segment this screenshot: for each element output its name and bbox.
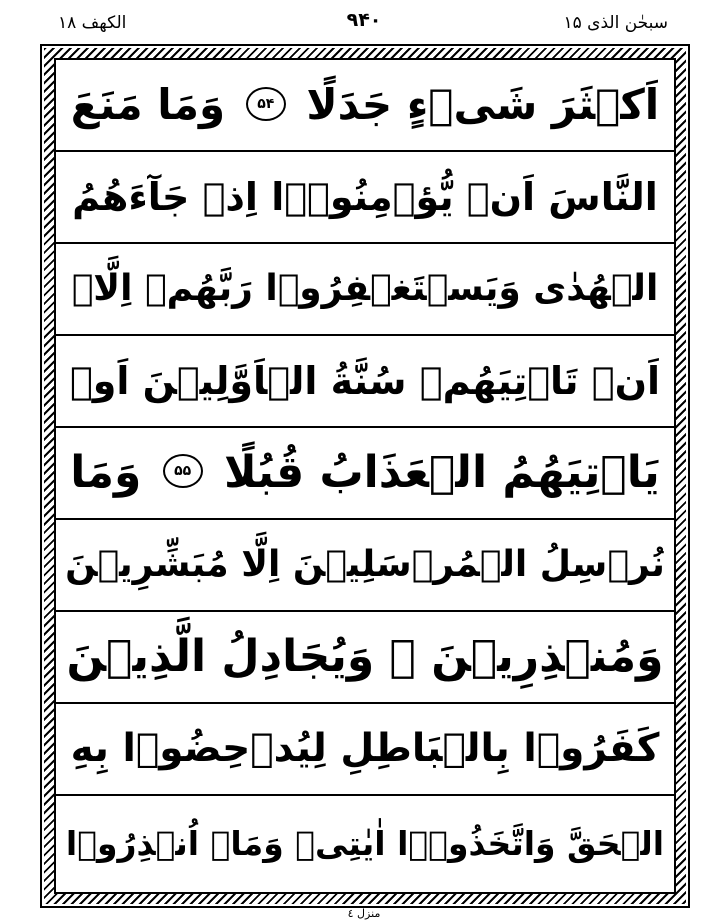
line-text: النَّاسَ اَنۡ یُّؤۡمِنُوۡۤا اِذۡ جَآءَهُمُ: [72, 175, 658, 219]
line-text: الۡحَقَّ وَاتَّخَذُوۡۤا اٰیٰتِیۡ وَمَاۤ اُنۡذِرُوۡا: [65, 824, 665, 863]
verse-line-8: [56, 704, 674, 796]
line-segment: اَكۡثَرَ شَیۡءٍ جَدَلًا: [306, 80, 660, 129]
verse-lines: [56, 60, 674, 892]
line-segment: وَمَا مَنَعَ: [70, 80, 226, 129]
page-header: [0, 0, 728, 44]
verse-line-7: [56, 612, 674, 704]
line-segment: وَمَا: [70, 447, 142, 498]
line-text: وَمُنۡذِرِیۡنَ ۚ وَیُجَادِلُ الَّذِیۡنَ: [66, 631, 664, 682]
verse-line-1: [56, 60, 674, 152]
line-segment: یَاۡتِیَهُمُ الۡعَذَابُ قُبُلًا: [223, 447, 660, 498]
line-text: [71, 60, 659, 150]
line-text: اَنۡ تَاۡتِیَهُمۡ سُنَّةُ الۡاَوَّلِیۡنَ اَوۡ: [69, 359, 661, 403]
juz-name-header: سبحٰن الذی ۱۵: [563, 13, 668, 33]
ayah-marker-icon: ۵۴: [246, 87, 286, 121]
line-text: كَفَرُوۡا بِالۡبَاطِلِ لِیُدۡحِضُوۡا بِهِ: [70, 726, 660, 771]
ayah-marker-icon: ۵۵: [163, 454, 203, 488]
verse-line-9: [56, 796, 674, 892]
surah-name-header: الکھف ۱۸: [58, 13, 127, 33]
line-text: [70, 428, 660, 518]
verse-line-6: [56, 520, 674, 612]
verse-line-4: [56, 336, 674, 428]
line-text: الۡهُدٰی وَیَسۡتَغۡفِرُوۡا رَبَّهُمۡ اِلَّاۤ: [71, 268, 659, 309]
line-text: نُرۡسِلُ الۡمُرۡسَلِیۡنَ اِلَّا مُبَشِّرِیۡنَ: [65, 544, 665, 585]
manzil-footer: منزل ٤: [347, 907, 381, 920]
verse-line-2: [56, 152, 674, 244]
page-number: ۹۴۰: [346, 9, 382, 31]
verse-line-5: [56, 428, 674, 520]
verse-line-3: [56, 244, 674, 336]
